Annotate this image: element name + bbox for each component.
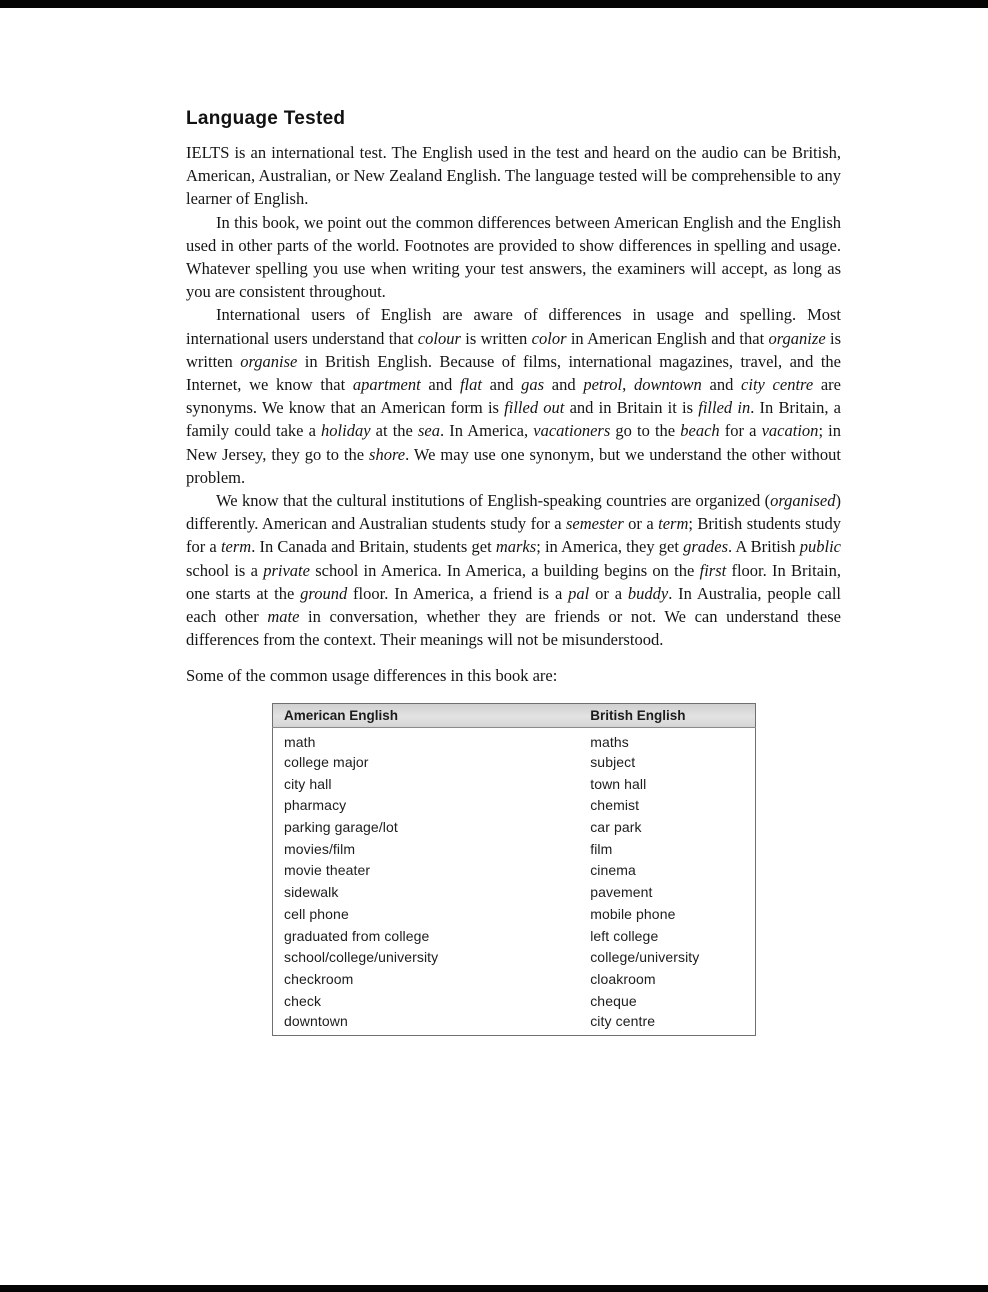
italic-term: organize	[768, 328, 826, 348]
column-header-british-english: British English	[579, 703, 755, 727]
italic-term: filled out	[504, 398, 565, 418]
usage-table	[272, 703, 756, 1036]
table-cell: maths	[590, 733, 629, 750]
table-row	[273, 751, 756, 773]
italic-term: downtown	[633, 375, 702, 395]
italic-term: ground	[300, 583, 348, 603]
table-cell: cheque	[590, 992, 637, 1009]
text-run: IELTS is an international test. The English used in the test and heard on the audio can be British, American, Australian, or New Zealand English. The language tested will be comprehensible to any learner of English.	[186, 143, 841, 209]
table-row	[273, 968, 756, 990]
text-run: in British English. Because of films, international magazines, travel, and the Internet, we know that	[186, 351, 841, 395]
body-paragraphs	[186, 141, 841, 651]
italic-term: holiday	[321, 421, 371, 441]
table-row	[273, 1011, 756, 1035]
table-cell: chemist	[590, 797, 640, 814]
table-row	[273, 727, 756, 751]
text-run: school in America. In America, a building begins on the	[309, 560, 700, 580]
table-cell: sidewalk	[284, 884, 339, 901]
text-run: . In Australia, people call each other	[186, 583, 841, 627]
text-run: We know that the cultural institutions of English-speaking countries are organized (	[216, 491, 771, 511]
table-cell: car park	[590, 819, 642, 836]
table-row	[273, 881, 756, 903]
column-header-american-english: American English	[273, 703, 580, 727]
italic-term: color	[531, 328, 567, 348]
table-row	[273, 946, 756, 968]
text-run: are synonyms. We know that an American form is	[186, 375, 841, 418]
italic-term: term	[658, 514, 689, 534]
italic-term: shore	[369, 444, 406, 464]
paragraph	[186, 489, 841, 651]
page-title: Language Tested	[186, 108, 346, 129]
text-run: for a	[719, 421, 762, 441]
table-row	[273, 773, 756, 795]
table-cell: movies/film	[284, 840, 356, 857]
italic-term: petrol	[583, 375, 623, 395]
table-intro: Some of the common usage differences in this book are:	[186, 666, 558, 686]
table-cell: graduated from college	[284, 927, 430, 944]
table-cell: mobile phone	[590, 905, 676, 922]
italic-term: private	[263, 560, 310, 580]
text-run: In this book, we point out the common differences between American English and the English used in other parts of the world. Footnotes are provided to show differences in spelling and usage. Whatever spelling you use when writing your test answers, the examiners will accept, as long as you are consistent throughout.	[186, 212, 841, 302]
text-run: is written	[186, 328, 841, 371]
table-row	[273, 990, 756, 1012]
italic-term: filled in	[698, 398, 751, 418]
text-run: in conversation, whether they are friends or not. We can understand these differences from the context. Their meanings will not be misunderstood.	[186, 607, 842, 650]
text-run: or a	[589, 583, 628, 603]
text-run: ) differently. American and Australian students study for a	[186, 491, 841, 534]
text-run: go to the	[610, 421, 681, 441]
text-run: floor. In Britain, one starts at the	[186, 560, 841, 603]
italic-term: mate	[267, 607, 300, 627]
usage-table-body	[273, 727, 756, 1035]
text-run: at the	[370, 421, 418, 441]
italic-term: marks	[495, 537, 537, 557]
italic-term: organised	[770, 491, 836, 511]
paragraph	[186, 141, 841, 211]
table-cell: city hall	[284, 775, 332, 792]
table-cell: pharmacy	[284, 797, 347, 814]
table-row	[273, 860, 756, 882]
text-run: . In America,	[440, 421, 534, 441]
text-run: and in Britain it is	[564, 398, 699, 418]
table-cell: cell phone	[284, 905, 349, 922]
italic-term: grades	[683, 537, 729, 557]
italic-term: pal	[568, 583, 590, 603]
scan-edge-top	[0, 0, 988, 8]
text-run: or a	[623, 514, 659, 534]
text-run: and	[420, 375, 460, 395]
table-cell: town hall	[590, 775, 647, 792]
text-run: . A British	[728, 537, 800, 557]
table-cell: college/university	[590, 949, 700, 966]
italic-term: organise	[240, 351, 298, 371]
table-cell: movie theater	[284, 862, 371, 879]
table-header-row	[273, 703, 756, 727]
text-run: . We may use one synonym, but we understand the other without problem.	[186, 444, 842, 487]
page-content	[186, 108, 841, 1036]
italic-term: term	[220, 537, 252, 557]
text-run: and	[701, 375, 742, 395]
table-cell: checkroom	[284, 970, 354, 987]
table-cell: cloakroom	[590, 970, 656, 987]
table-cell: cinema	[590, 862, 636, 879]
paragraph	[186, 303, 841, 489]
table-cell: subject	[590, 754, 636, 771]
text-run: ,	[622, 375, 634, 395]
text-run: is written	[460, 328, 532, 348]
text-run: ; in New Jersey, they go to the	[186, 421, 841, 464]
table-row	[273, 795, 756, 817]
table-row	[273, 816, 756, 838]
text-run: in American English and that	[566, 328, 769, 348]
table-cell: left college	[590, 927, 659, 944]
text-run: and	[481, 375, 522, 395]
italic-term: city centre	[741, 375, 814, 395]
table-row	[273, 925, 756, 947]
italic-term: semester	[566, 514, 624, 534]
italic-term: buddy	[627, 583, 669, 603]
table-cell: math	[284, 733, 316, 750]
text-run: . In Canada and Britain, students get	[251, 537, 496, 557]
scan-edge-bottom	[0, 1285, 988, 1292]
italic-term: apartment	[352, 375, 421, 395]
text-run: school is a	[186, 560, 264, 580]
table-cell: college major	[284, 754, 369, 771]
text-run: International users of English are aware of differences in usage and spelling. Most international users understand that	[186, 305, 841, 348]
text-run: floor. In America, a friend is a	[347, 583, 569, 603]
text-run: and	[544, 375, 584, 395]
italic-term: first	[699, 560, 727, 580]
italic-term: sea	[418, 421, 440, 441]
table-cell: parking garage/lot	[284, 819, 398, 836]
italic-term: vacation	[761, 421, 819, 441]
table-row	[273, 838, 756, 860]
text-run: . In Britain, a family could take a	[186, 398, 841, 441]
text-run: ; British students study for a	[186, 514, 841, 557]
italic-term: colour	[417, 328, 461, 348]
paragraph	[186, 211, 841, 304]
italic-term: vacationers	[533, 421, 611, 441]
usage-table-header	[273, 703, 756, 727]
italic-term: flat	[459, 375, 482, 395]
italic-term: gas	[521, 375, 545, 395]
table-cell: city centre	[590, 1012, 656, 1029]
usage-table-container	[272, 703, 756, 1036]
table-row	[273, 903, 756, 925]
table-cell: check	[284, 992, 322, 1009]
table-cell: school/college/university	[284, 949, 439, 966]
table-cell: downtown	[284, 1012, 348, 1029]
italic-term: public	[799, 537, 841, 557]
text-run: ; in America, they get	[536, 537, 684, 557]
table-cell: film	[590, 840, 613, 857]
table-cell: pavement	[590, 884, 653, 901]
italic-term: beach	[680, 421, 720, 441]
